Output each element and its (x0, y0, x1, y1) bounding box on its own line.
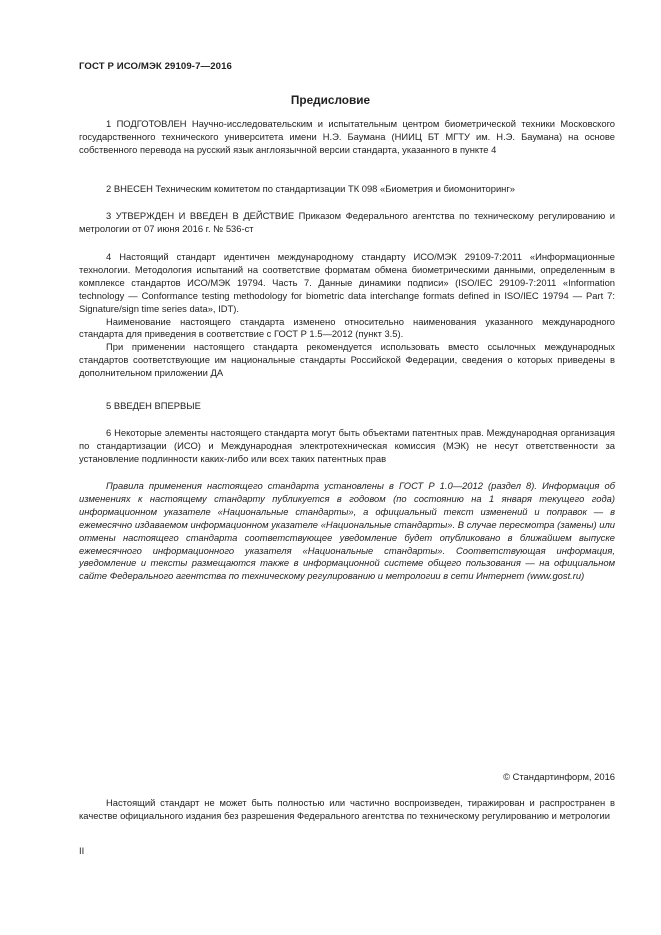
page-number: II (79, 845, 85, 856)
paragraph-5-block (79, 400, 615, 413)
paragraph-3: 3 УТВЕРЖДЕН И ВВЕДЕН В ДЕЙСТВИЕ Приказом Федерального агентства по техническому регулированию и метрологии от 07 июня 2016 г. № 536-ст (79, 210, 615, 234)
paragraph-1-block (79, 118, 615, 157)
paragraph-5: 5 ВВЕДЕН ВПЕРВЫЕ (106, 400, 201, 411)
application-rules-block (79, 480, 615, 583)
paragraph-6-block (79, 427, 615, 466)
paragraph-4c: При применении настоящего стандарта рекомендуется использовать вместо ссылочных международных стандартов соответствующие им национальные стандарты Российской Федерации, сведения о которых приведены в дополнительном приложении ДА (79, 341, 615, 379)
reproduction-notice: Настоящий стандарт не может быть полностью или частично воспроизведен, тиражирован и распространен в качестве официального издания без разрешения Федерального агентства по техническому регулированию и метрологии (79, 797, 615, 821)
page-title: Предисловие (290, 93, 371, 107)
application-rules: Правила применения настоящего стандарта установлены в ГОСТ Р 1.0—2012 (раздел 8). Информация об изменениях к настоящему стандарту публикуется в годовом (по состоянию на 1 января текущего года) информационном указателе «Национальные стандарты», а официальный текст изменений и поправок — в ежемесячно издаваемом информационном указателе «Национальные стандарты». В случае пересмотра (замены) или отмены настоящего стандарта соответствующее уведомление будет опубликовано в ближайшем выпуске ежемесячного информационного указателя «Национальные стандарты». Соответствующая информация, уведомление и тексты размещаются также в информационной системе общего пользования — на официальном сайте Федерального агентства по техническому регулированию и метрологии в сети Интернет (www.gost.ru) (79, 480, 615, 582)
copyright: © Стандартинформ, 2016 (503, 771, 615, 782)
paragraph-2-block (79, 183, 615, 196)
paragraph-4b: Наименование настоящего стандарта изменено относительно наименования указанного международного стандарта для приведения в соответствие с ГОСТ Р 1.5—2012 (пункт 3.5). (79, 315, 615, 340)
standard-code-header: ГОСТ Р ИСО/МЭК 29109-7—2016 (79, 61, 232, 72)
paragraph-3-block (79, 210, 615, 236)
paragraph-1: 1 ПОДГОТОВЛЕН Научно-исследовательским и испытательным центром биометрической техники Московского государственного технического университета имени Н.Э. Баумана (НИИЦ БТ МГТУ им. Н.Э. Баумана) на основе собственного перевода на русский язык англоязычной версии стандарта, указанного в пункте 4 (79, 118, 615, 155)
paragraph-4a: 4 Настоящий стандарт идентичен международному стандарту ИСО/МЭК 29109-7:2011 «Информационные технологии. Методология испытаний на соответствие форматам обмена биометрическими данными, определенным в комплексе стандартов ИСО/МЭК 19794. Часть 7. Данные динамики подписи» (ISO/IEC 29109-7:2011 «Information technology — Conformance testing methodology for biometric data interchange formats defined in ISO/IEC 19794 — Part 7: Signature/sign time series data», IDT). (79, 251, 615, 314)
paragraph-2: 2 ВНЕСЕН Техническим комитетом по стандартизации ТК 098 «Биометрия и биомониторинг» (106, 183, 515, 194)
paragraph-6: 6 Некоторые элементы настоящего стандарта могут быть объектами патентных прав. Международная организация по стандартизации (ИСО) и Международная электротехническая комиссия (МЭК) не несут ответственности за установление подлинности каких-либо или всех таких патентных прав (79, 427, 615, 464)
paragraph-4-block (79, 251, 615, 380)
